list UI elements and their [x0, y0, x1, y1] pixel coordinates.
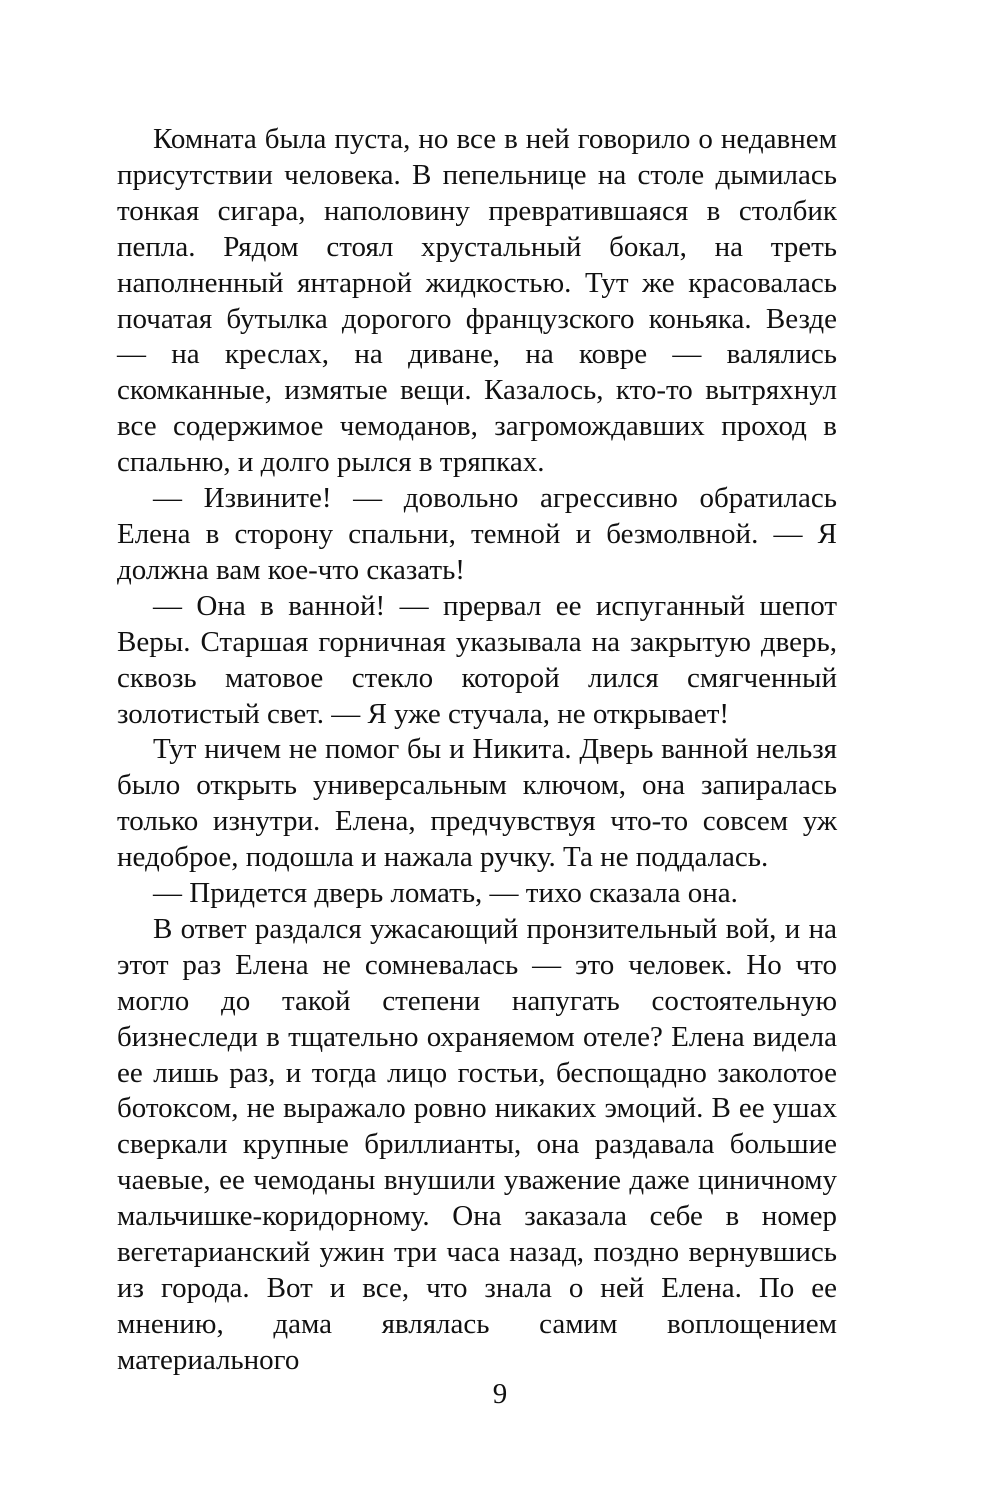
paragraph: Комната была пуста, но все в ней говорило о недавнем присутствии человека. В пепельнице на столе дымилась тонкая сигара, наполовину превратившаяся в столбик пепла. Рядом стоял хрустальный бокал, на треть наполненный янтарной жидкостью. Тут же красовалась початая бутылка дорогого французского коньяка. Везде — на креслах, на диване, на ковре — валялись скомканные, измятые вещи. Казалось, кто-то вытряхнул все содержимое чемоданов, загромождавших проход в спальню, и долго рылся в тряпках. [117, 123, 837, 479]
paragraph: В ответ раздался ужасающий пронзительный вой, и на этот раз Елена не сомневалась — это человек. Но что могло до такой степени напугать состоятельную бизнеследи в тщательно охраняемом отеле? Елена видела ее лишь раз, и тогда лицо гостьи, беспощадно заколотое ботоксом, не выражало ровно никаких эмоций. В ее ушах сверкали крупные бриллианты, она раздавала большие чаевые, ее чемоданы внушили уважение даже циничному мальчишке-коридорному. Она заказала себе в номер вегетарианский ужин три часа назад, поздно вернувшись из города. Вот и все, что знала о ней Елена. По ее мнению, дама являлась самим воплощением материального [117, 912, 837, 1376]
page-number: 9 [492, 1378, 508, 1410]
paragraph: — Придется дверь ломать, — тихо сказала она. [153, 877, 738, 910]
paragraph: — Извините! — довольно агрессивно обратилась Елена в сторону спальни, темной и безмолвной. — Я должна вам кое-что сказать! [117, 482, 837, 586]
body-text [117, 122, 837, 1379]
paragraph: — Она в ванной! — прервал ее испуганный шепот Веры. Старшая горничная указывала на закрытую дверь, сквозь матовое стекло которой лился смягченный золотистый свет. — Я уже стучала, не открывает! [117, 589, 837, 730]
paragraph: Тут ничем не помог бы и Никита. Дверь ванной нельзя было открыть универсальным ключом, она запиралась только изнутри. Елена, предчувствуя что-то совсем уж недоброе, подошла и нажала ручку. Та не поддалась. [117, 733, 837, 874]
